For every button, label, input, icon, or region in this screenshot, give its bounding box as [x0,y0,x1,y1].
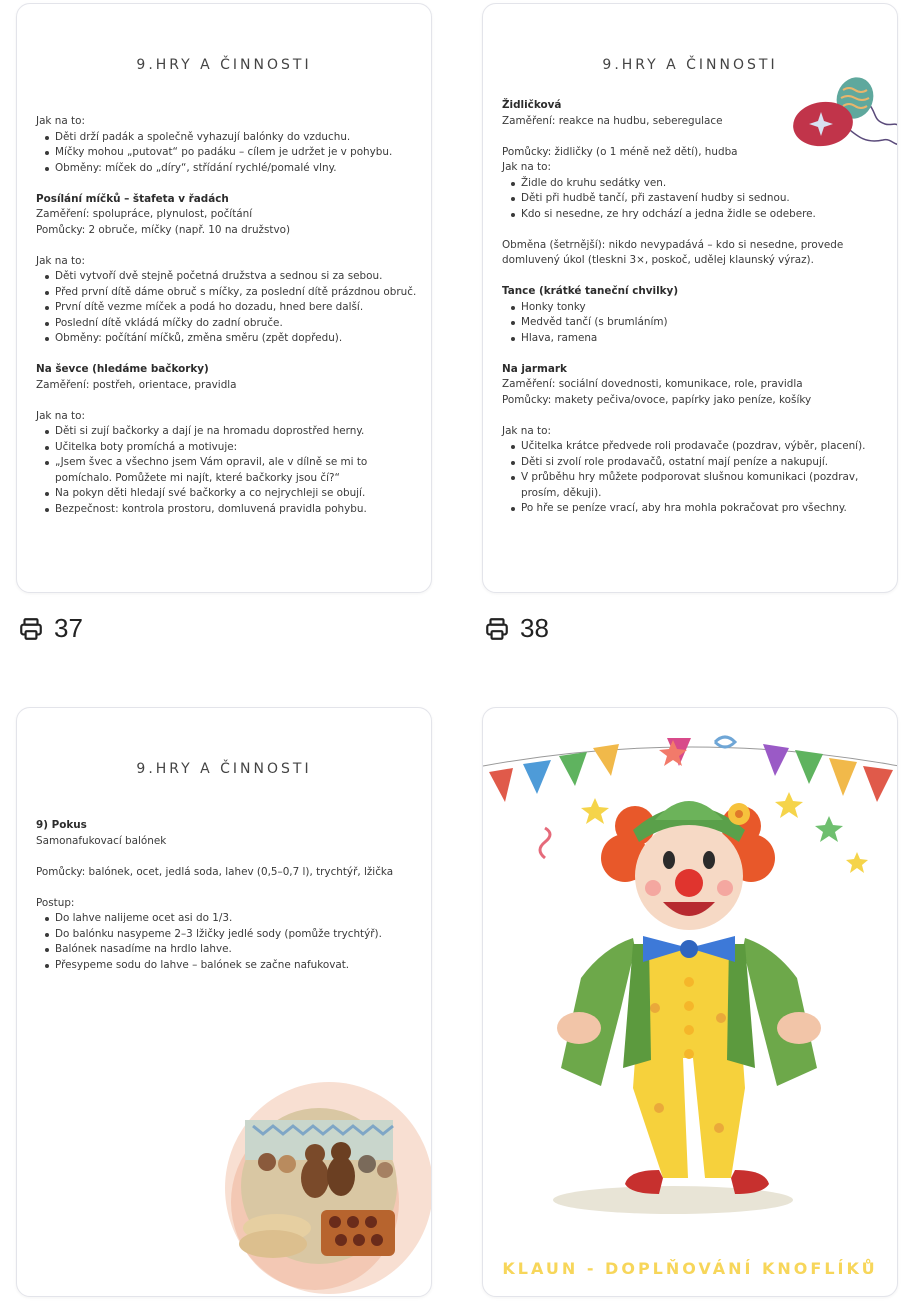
list-item: Děti při hudbě tančí, při zastavení hudby si sednou. [502,191,871,207]
section-tools: Pomůcky: balónek, ocet, jedlá soda, lahev (0,5–0,7 l), trychtýř, lžička [36,865,394,878]
bullet-list [502,300,871,347]
clown-illustration [483,708,898,1297]
list-item: Obměny: míček do „díry“, střídání rychlé/pomalé vlny. [36,161,417,177]
print-icon[interactable] [18,616,44,642]
section-tools: Pomůcky: makety pečiva/ovoce, papírky jako peníze, košíky [502,393,812,406]
section-intro: Jak na to: [502,161,551,173]
print-icon[interactable] [484,616,510,642]
list-item: Na pokyn děti hledají své bačkorky a co nejrychleji se obují. [36,486,417,502]
section-heading: Na ševce (hledáme bačkorky) [36,363,209,375]
section-tools: Pomůcky: židličky (o 1 méně než dětí), hudba [502,145,738,158]
page-number: 37 [54,613,83,643]
list-item: Honky tonky [502,300,871,316]
page-number: 38 [520,613,549,643]
section-heading: Posílání míčků – štafeta v řadách [36,192,229,205]
list-item: Přesypeme sodu do lahve – balónek se začne nafukovat. [36,958,417,974]
card-title: 9.HRY A ČINNOSTI [136,57,312,73]
section-focus: Zaměření: sociální dovednosti, komunikace, role, pravidla [502,378,803,390]
list-item: Hlava, ramena [502,331,871,347]
list-item: „Jsem švec a všechno jsem Vám opravil, ale v dílně se mi to pomíchalo. Pomůžete mi najít, které bačkorky jsou čí?“ [36,455,417,486]
list-item: Kdo si nesedne, ze hry odchází a jedna židle se odebere. [502,207,871,223]
list-item: Židle do kruhu sedátky ven. [502,176,871,192]
page-card-40[interactable] [482,707,898,1297]
section-subtitle: Samonafukovací balónek [36,834,167,847]
page-card-38[interactable] [482,3,898,593]
section-intro: Jak na to: [502,424,551,437]
section-focus: Zaměření: spolupráce, plynulost, počítání [36,208,253,220]
bullet-list [36,269,417,347]
list-item: Před první dítě dáme obruč s míčky, za poslední dítě prázdnou obruč. [36,285,417,301]
section-intro: Jak na to: [36,254,85,267]
page-footer-38 [484,613,549,644]
page-footer-37 [18,613,83,644]
section-intro: Jak na to: [36,409,85,422]
section-intro: Postup: [36,896,75,909]
list-item: Učitelka boty promíchá a motivuje: [36,440,417,456]
card-title: 9.HRY A ČINNOSTI [602,57,778,73]
list-item: Do lahve nalijeme ocet asi do 1/3. [36,911,417,927]
bullet-list [36,130,417,177]
card-body [502,98,871,517]
bullet-list [36,424,417,517]
list-item: První dítě vezme míček a podá ho dozadu, hned bere další. [36,300,417,316]
list-item: Balónek nasadíme na hrdlo lahve. [36,942,417,958]
card-body [36,114,417,517]
section-heading: 9) Pokus [36,819,87,831]
section-focus: Zaměření: postřeh, orientace, pravidla [36,378,237,391]
list-item: V průběhu hry můžete podporovat slušnou komunikaci (pozdrav, prosím, děkuji). [502,470,871,501]
list-item: Po hře se peníze vrací, aby hra mohla pokračovat pro všechny. [502,501,871,517]
section-heading: Židličková [502,99,562,111]
page-card-37[interactable] [16,3,432,593]
bullet-list [502,439,871,517]
section-variant: Obměna (šetrnější): nikdo nevypadává – kdo si nesedne, provede domluvený úkol (tleskni 3×, poskoč, udělej klaunský výraz). [502,238,844,266]
list-item: Míčky mohou „putovat“ po padáku – cílem je udržet je v pohybu. [36,145,417,161]
list-item: Obměny: počítání míčků, změna směru (zpět dopředu). [36,331,417,347]
section-heading: Na jarmark [502,362,567,375]
list-item: Poslední dítě vkládá míčky do zadní obruče. [36,316,417,332]
list-item: Bezpečnost: kontrola prostoru, domluvená pravidla pohybu. [36,502,417,518]
list-item: Do balónku nasypeme 2–3 lžičky jedlé sody (pomůže trychtýř). [36,927,417,943]
list-item: Medvěd tančí (s brumláním) [502,315,871,331]
section-tools: Pomůcky: 2 obruče, míčky (např. 10 na družstvo) [36,223,291,236]
section-focus: Zaměření: reakce na hudbu, seberegulace [502,114,723,127]
bullet-list [36,911,417,973]
page-card-39[interactable] [16,707,432,1297]
list-item: Děti si zují bačkorky a dají je na hromadu doprostřed herny. [36,424,417,440]
section-intro: Jak na to: [36,115,85,127]
section-heading: Tance (krátké taneční chvilky) [502,285,679,297]
list-item: Děti drží padák a společně vyhazují balónky do vzduchu. [36,130,417,146]
card-body [36,818,417,973]
card-title: 9.HRY A ČINNOSTI [136,761,312,777]
list-item: Učitelka krátce předvede roli prodavače (pozdrav, výběr, placení). [502,439,871,455]
fair-illustration [217,1068,432,1297]
clown-caption: KLAUN - DOPLŇOVÁNÍ KNOFLÍKŮ [502,1259,878,1278]
bullet-list [502,176,871,223]
list-item: Děti vytvoří dvě stejně početná družstva a sednou si za sebou. [36,269,417,285]
list-item: Děti si zvolí role prodavačů, ostatní mají peníze a nakupují. [502,455,871,471]
